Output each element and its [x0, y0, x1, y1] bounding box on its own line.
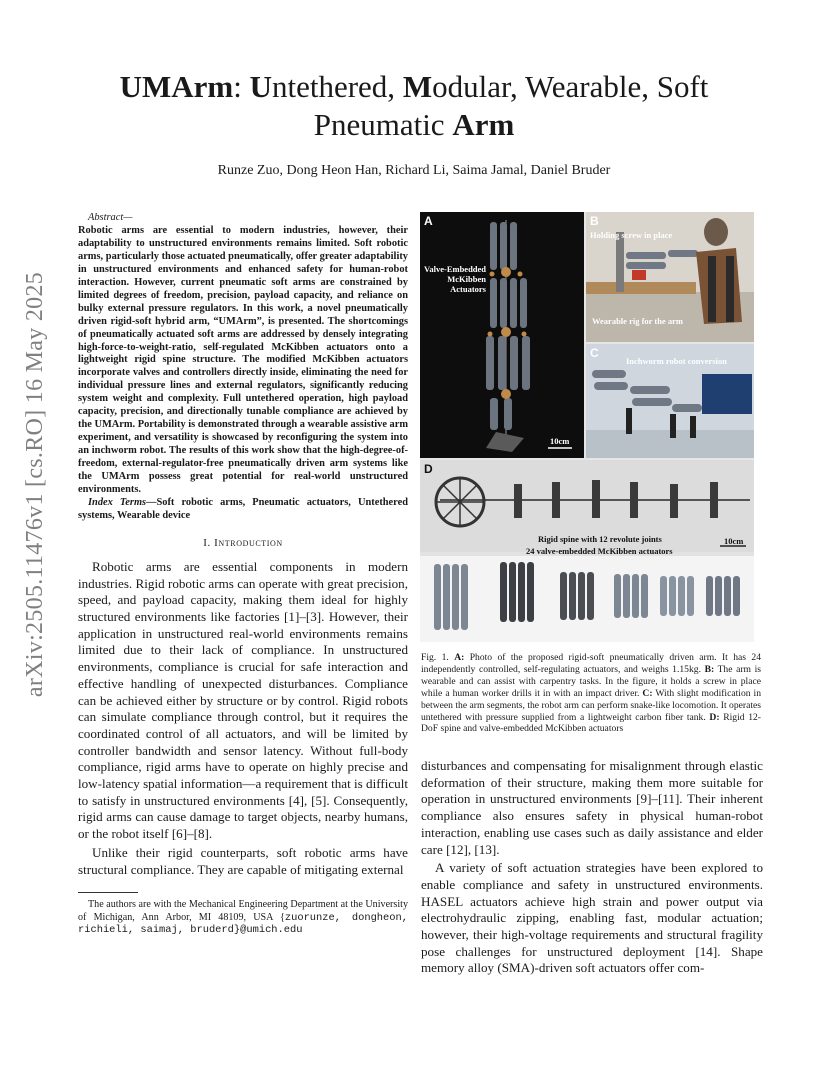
panel-b-note-bottom: Wearable rig for the arm — [592, 316, 683, 326]
panel-b-label: B — [590, 214, 599, 228]
index-terms-label: Index Terms — [88, 496, 147, 508]
caption-part-key: A: — [454, 652, 465, 663]
title-fragment: odular, Wearable, Soft — [432, 69, 709, 104]
arm-photo-illustration — [420, 212, 584, 458]
arxiv-stamp — [12, 271, 60, 697]
title-fragment: U — [249, 69, 272, 104]
title-fragment: Arm — [452, 107, 515, 142]
author-list: Runze Zuo, Dong Heon Han, Richard Li, Saima Jamal, Daniel Bruder — [217, 163, 611, 178]
panel-a-note: Valve-Embedded McKibben Actuators — [424, 264, 487, 294]
abstract-label: Abstract— — [88, 212, 133, 223]
title-fragment: Pneumatic — [313, 107, 453, 142]
footnote-emails: zuorunze, dongheon, richieli, saimaj, bruderd — [78, 911, 408, 937]
body-paragraph: Unlike their rigid counterparts, soft robotic arms have structural compliance. They are capable of mitigating external — [78, 844, 408, 877]
caption-part-text: The arm is wearable and can assist with carpentry tasks. In the figure, it holds a screw in place while a human worker drills it in with an impact driver. — [421, 663, 761, 699]
caption-part-key: C: — [642, 687, 653, 699]
panel-c-label: C — [590, 346, 599, 360]
panel-b-note-top: Holding screw in place — [590, 230, 673, 240]
caption-part-text: Rigid 12-DoF spine and valve-embedded McKibben actuators — [421, 711, 761, 735]
panel-a-photo — [420, 212, 584, 458]
panel-c-photo — [586, 344, 754, 458]
panel-d-photo — [420, 460, 754, 642]
body-paragraph: disturbances and compensating for misalignment through elastic deformation of their structure, making them more suitable for operation in unstructured environments [9]–[11]. Their inherent compliance also ensures safety in physical human-robot interaction, enabling use cases such as daily assistance and elder care [12], [13]. — [421, 758, 763, 857]
caption-part-key: B: — [704, 663, 715, 675]
panel-d-note-actuators: 24 valve-embedded McKibben actuators — [526, 546, 673, 556]
section-title: Introduction — [214, 536, 283, 549]
figure-1 — [420, 212, 754, 642]
panel-d-note-spine: Rigid spine with 12 revolute joints — [538, 534, 662, 544]
title-fragment: UMArm — [119, 69, 234, 104]
left-column — [78, 212, 408, 937]
section-number: I. — [203, 536, 211, 549]
caption-part-text: Photo of the proposed rigid-soft pneumatically driven arm. It has 24 independently controlled, self-regulating actuators, and weighs 1.15kg. — [421, 652, 761, 675]
panel-a-scale: 10cm — [550, 436, 570, 446]
panel-b-photo — [586, 212, 754, 342]
body-paragraph: Robotic arms are essential components in modern industries. Rigid robotic arms can operate with great precision, speed, and payload capacity, making them ideal for highly structured environments like factories [1]–[3]. However, their application in unstructured real-world environments remains limited due to their lack of compliance. In unstructured environments, compliance is crucial for safe interaction and effective handling of unexpected disturbances. Compliance can be achieved either by structure or by control. Rigid robots can simulate compliance through control, but it requires the coordinated control of all actuators, and will be limited by controller bandwidth and sensor latency. Without full-body compliance, rigid arms have to operate on highly precise and low-latency spatial information—a requirement that is difficult to satisfy in unstructured environments [4], [5]. Consequently, rigid arms can cause damage to target objects, nearby humans, or the robot itself [6]–[8]. — [78, 558, 408, 842]
author-affiliation-footnote — [78, 899, 408, 937]
abstract — [78, 212, 408, 497]
body-paragraph: A variety of soft actuation strategies have been explored to enable compliance and safety in unstructured environments. HASEL actuators achieve high strain and power output via electrohydraulic zipping, enabling fast, modular actuation; however, their high-voltage requirements and structural fragility pose challenges for unstructured deployment [14]. Shape memory alloy (SMA)-driven soft actuators offer com- — [421, 860, 763, 976]
title-fragment: M — [402, 69, 433, 104]
arxiv-stamp-text: arXiv:2505.11476v1 [cs.RO] 16 May 2025 — [22, 271, 49, 697]
panel-a-label: A — [424, 214, 433, 228]
abstract-text: Robotic arms are essential to modern industries, however, their adaptability to unstructured environments remains limited. Soft robotic arms, particularly those actuated pneumatically, offer greater adaptability in unstructured environments and enhanced safety for human-robot interaction. However, current pneumatic soft arms are constrained by limited degrees of freedom, precision, payload capacity, and reliance on bulky external pressure regulators. In this work, a novel pneumatically driven rigid-soft hybrid arm, “UMArm”, is presented. The shortcomings of pneumatically actuated soft arms are addressed by densely integrating high-force-to-weight-ratio, self-regulated McKibben actuators onto a lightweight rigid spine structure. The modified McKibben actuators incorporate valves and controllers directly inside, eliminating the need for individual pressure lines and external regulators, significantly reducing system weight and complexity. Full untethered operation, high payload capacity, precision, and directionally tunable compliance are achieved by the UMArm. Portability is demonstrated through a wearable assistive arm experiment, and versatility is showcased by reconfiguring the system into an inchworm robot. The results of this work show that the high-degree-of-freedom, external-regulator-free pneumatically driven arm systems like the UMArm possess great potential for real-world unstructured environments. — [78, 224, 408, 496]
panel-c-note: Inchworm robot conversion — [626, 356, 727, 366]
title-fragment: : — [233, 69, 250, 104]
right-column — [421, 758, 763, 977]
section-heading — [78, 537, 408, 549]
figure-caption — [421, 652, 761, 735]
index-terms — [78, 497, 408, 523]
caption-part-text: With slight modification in between the arm segments, the robot arm can perform snake-like locomotion. It operates untethered with pressure supplied from a lightweight carbon fiber tank. — [421, 687, 761, 723]
panel-d-scale: 10cm — [724, 536, 744, 546]
footnote-domain: }@umich.edu — [233, 924, 303, 937]
panel-d-label: D — [424, 462, 433, 476]
title-fragment: ntethered, — [271, 69, 403, 104]
caption-part-key: D: — [709, 711, 720, 723]
index-terms-text: —Soft robotic arms, Pneumatic actuators, Untethered systems, Wearable device — [78, 496, 408, 521]
paper-title — [90, 68, 738, 144]
footnote-text: The authors are with the Mechanical Engineering Department at the University of Michigan, Ann Arbor, MI 48109, USA { — [78, 899, 408, 923]
caption-label: Fig. 1. — [421, 652, 449, 663]
footnote-rule — [78, 892, 138, 893]
